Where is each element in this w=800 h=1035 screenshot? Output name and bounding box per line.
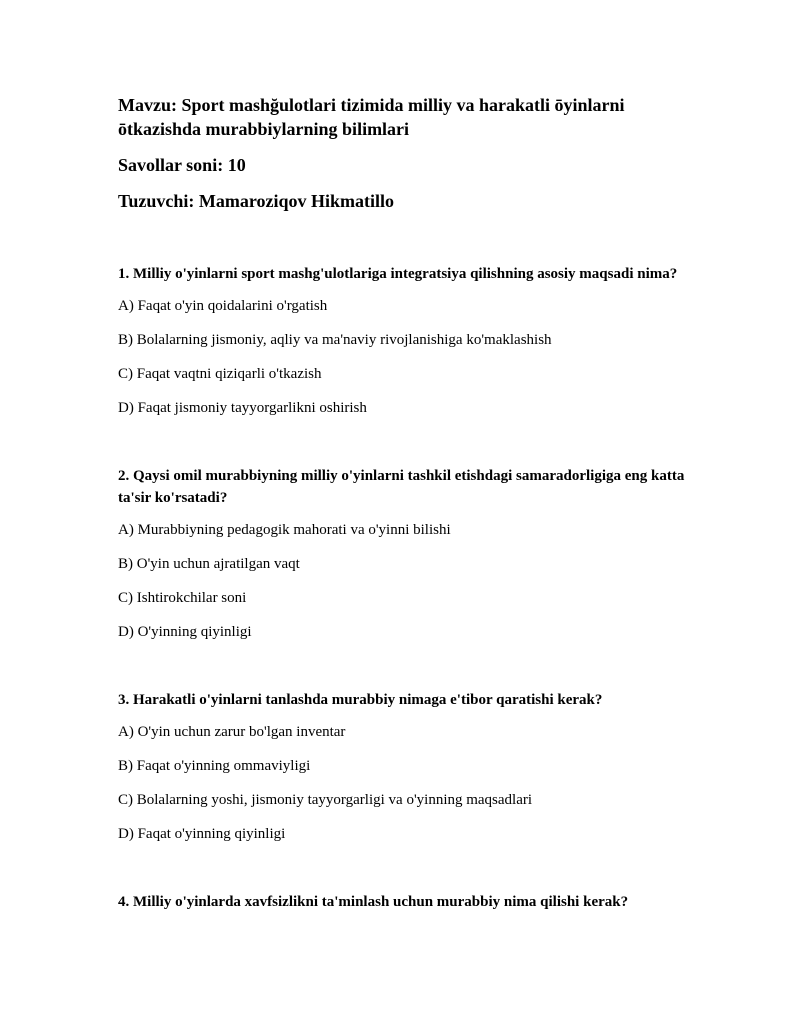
question-2: [118, 465, 688, 643]
question-text: 4. Milliy o'yinlarda xavfsizlikni ta'minlash uchun murabbiy nima qilishi kerak?: [118, 894, 629, 910]
option-d: D) Faqat o'yinning qiyinligi: [118, 826, 286, 842]
option-a: A) Faqat o'yin qoidalarini o'rgatish: [118, 298, 328, 314]
document-title: Mavzu: Sport mashğulotlari tizimida milliy va harakatli ōyinlarni ōtkazishda murabbiylarning bilimlari: [118, 95, 625, 139]
question-text: 3. Harakatli o'yinlarni tanlashda murabbiy nimaga e'tibor qaratishi kerak?: [118, 692, 603, 708]
option-b: B) O'yin uchun ajratilgan vaqt: [118, 556, 300, 572]
question-text: 1. Milliy o'yinlarni sport mashg'ulotlariga integratsiya qilishning asosiy maqsadi nima?: [118, 266, 678, 282]
author: Tuzuvchi: Mamaroziqov Hikmatillo: [118, 191, 395, 211]
question-text: 2. Qaysi omil murabbiyning milliy o'yinlarni tashkil etishdagi samaradorligiga eng katta ta'sir ko'rsatadi?: [118, 468, 685, 506]
option-d: D) O'yinning qiyinligi: [118, 624, 252, 640]
document-page: [118, 93, 688, 923]
option-d: D) Faqat jismoniy tayyorgarlikni oshirish: [118, 400, 367, 416]
question-1: [118, 263, 688, 419]
option-c: C) Ishtirokchilar soni: [118, 590, 247, 606]
option-b: B) Bolalarning jismoniy, aqliy va ma'naviy rivojlanishiga ko'maklashish: [118, 332, 552, 348]
option-a: A) O'yin uchun zarur bo'lgan inventar: [118, 724, 346, 740]
question-3: [118, 689, 688, 845]
option-c: C) Bolalarning yoshi, jismoniy tayyorgarligi va o'yinning maqsadlari: [118, 792, 533, 808]
option-b: B) Faqat o'yinning ommaviyligi: [118, 758, 311, 774]
question-count: Savollar soni: 10: [118, 155, 246, 175]
option-a: A) Murabbiyning pedagogik mahorati va o'yinni bilishi: [118, 522, 451, 538]
question-4: [118, 891, 688, 913]
option-c: C) Faqat vaqtni qiziqarli o'tkazish: [118, 366, 322, 382]
